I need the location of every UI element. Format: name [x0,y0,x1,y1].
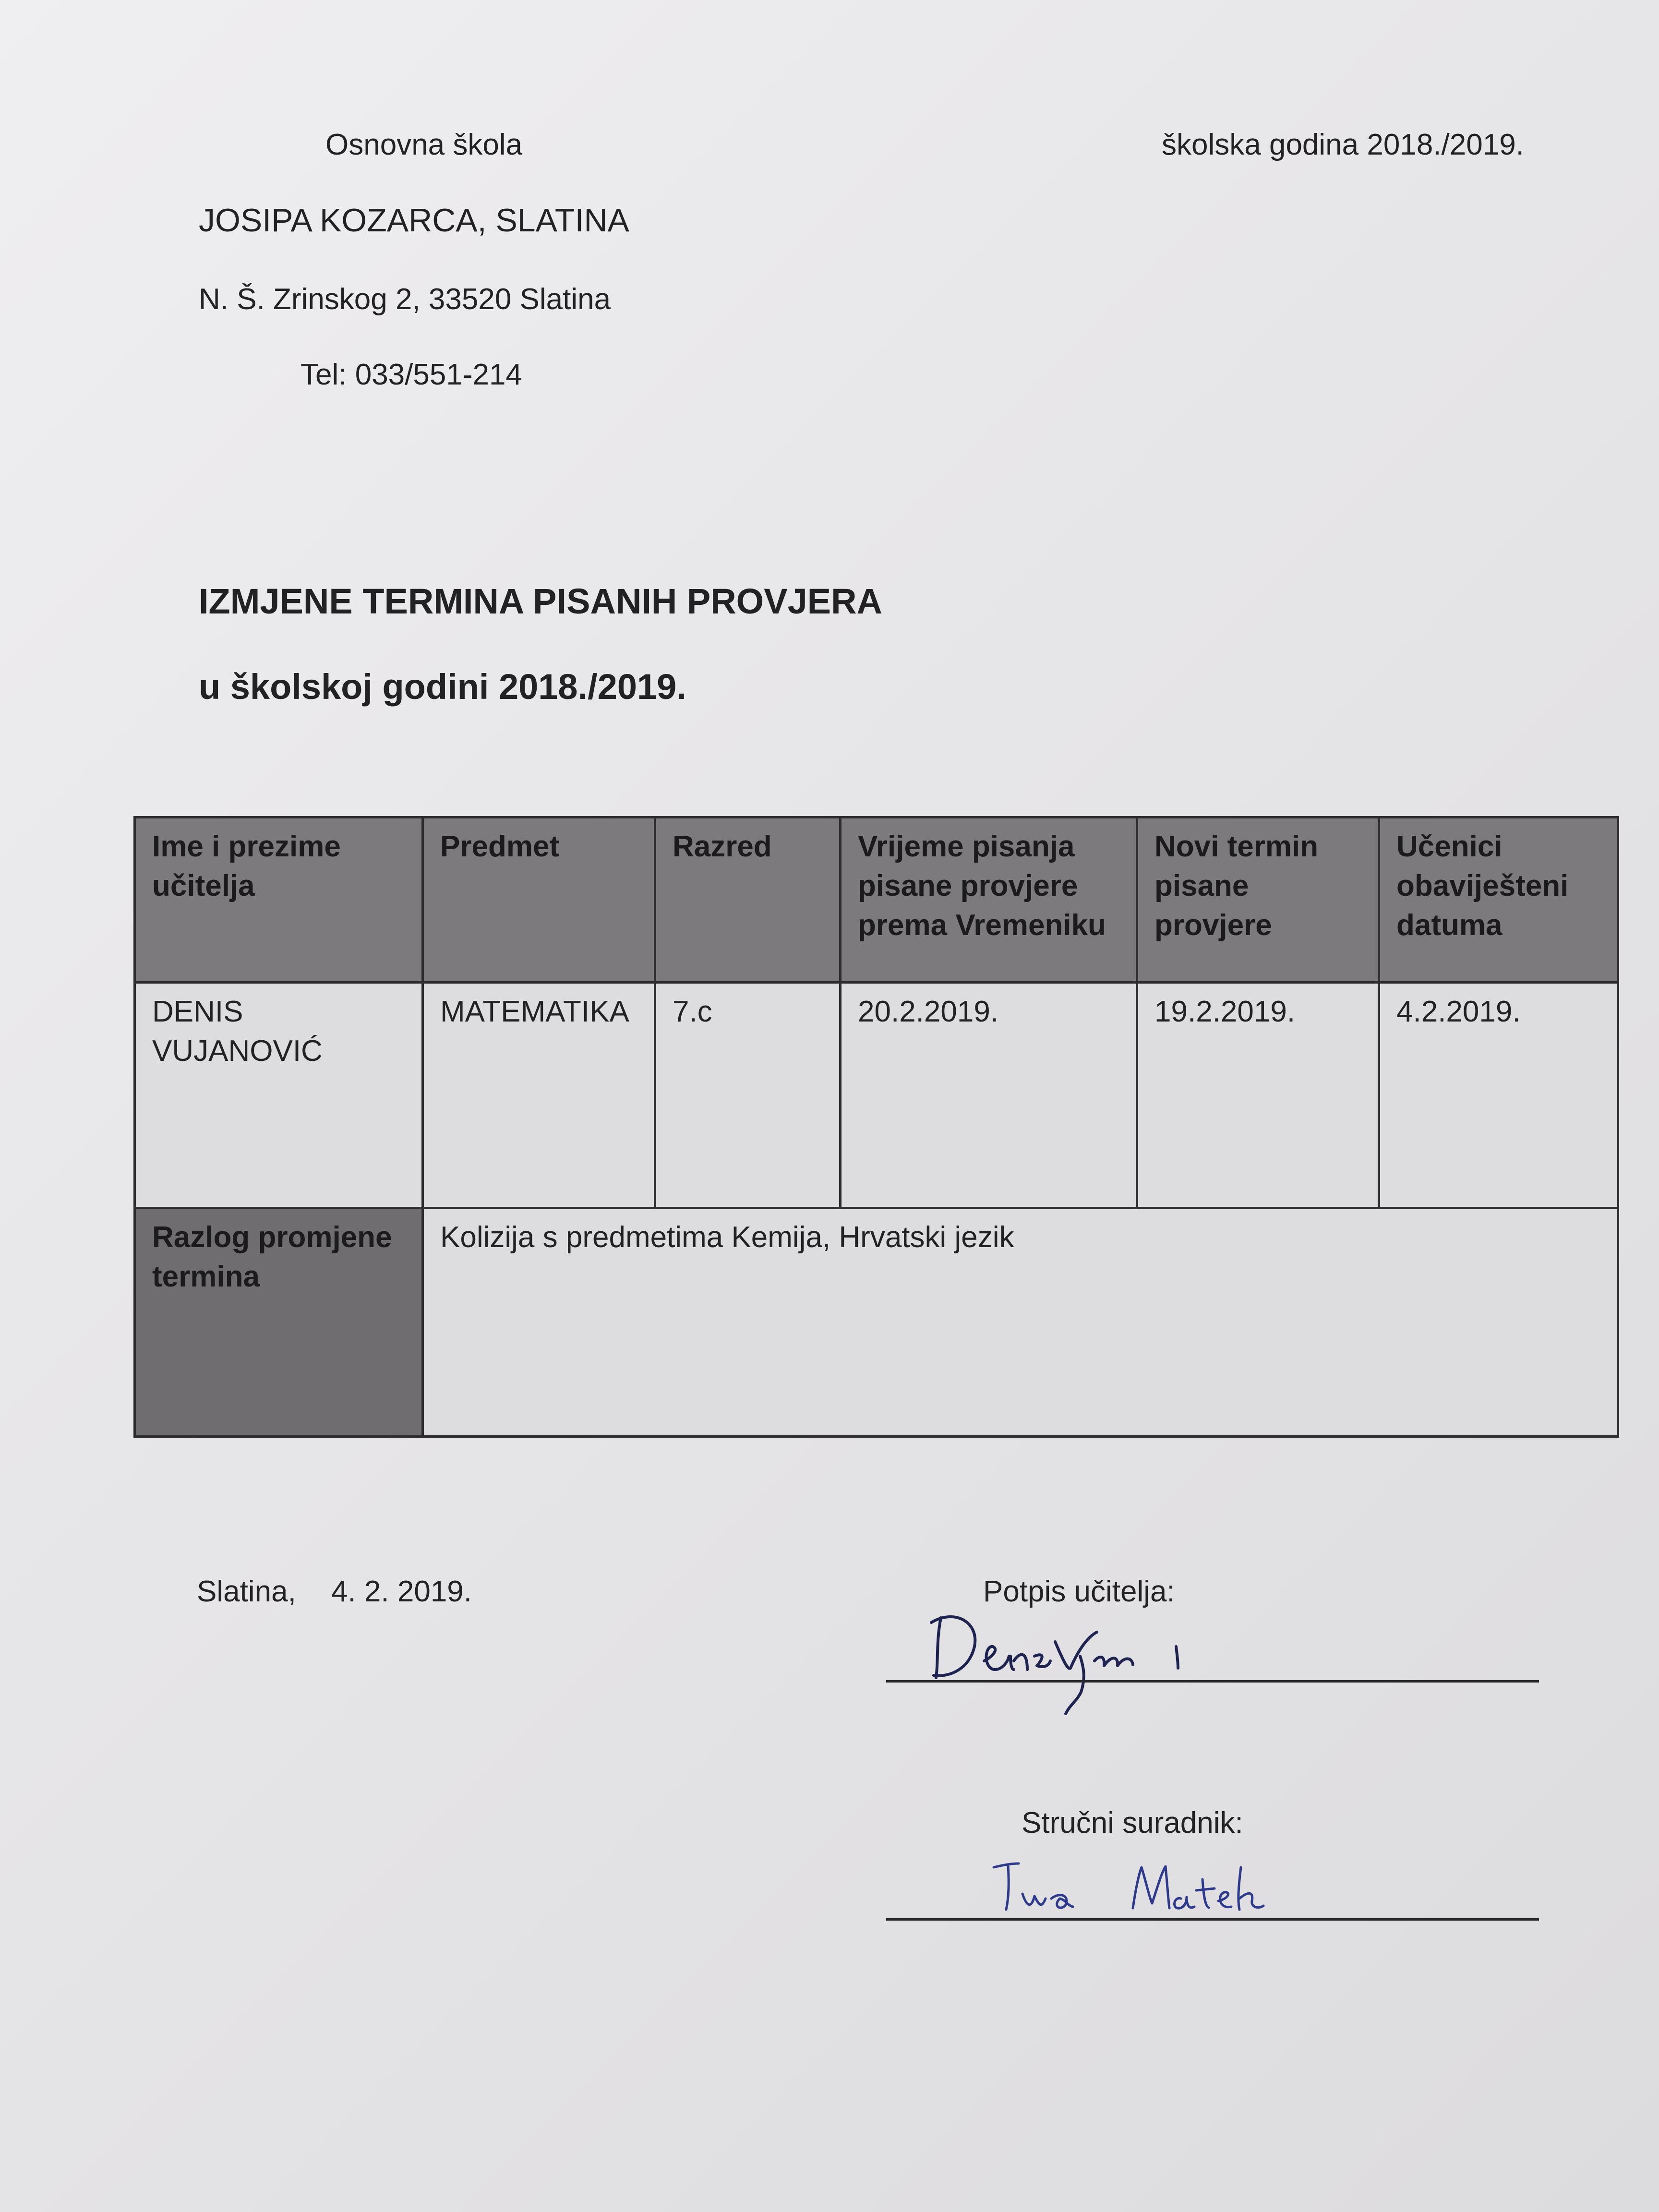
associate-signature-line [886,1918,1539,1921]
associate-label: Stručni suradnik: [1022,1806,1243,1839]
table-header-row [135,817,1618,983]
reason-label: Razlog promjene termina [135,1208,423,1437]
school-name: JOSIPA KOZARCA, SLATINA [199,202,629,239]
footer-place: Slatina, [197,1575,296,1608]
cell-notified-date: 4.2.2019. [1379,983,1618,1208]
document-subtitle: u školskoj godini 2018./2019. [199,667,686,707]
header-notified-date: Učenici obaviješteni datuma [1379,817,1618,983]
header-subject: Predmet [423,817,655,983]
teacher-signature-line [886,1680,1539,1683]
header-class: Razred [655,817,841,983]
teacher-signature [926,1589,1234,1723]
reason-row [135,1208,1618,1437]
reason-text: Kolizija s predmetima Kemija, Hrvatski jezik [423,1208,1618,1437]
document-title: IZMJENE TERMINA PISANIH PROVJERA [199,581,882,621]
cell-teacher: DENIS VUJANOVIĆ [135,983,423,1208]
header-teacher: Ime i prezime učitelja [135,817,423,983]
table-row [135,983,1618,1208]
school-year: školska godina 2018./2019. [1162,128,1524,161]
test-change-table [133,816,1619,1438]
teacher-signature-label: Potpis učitelja: [983,1575,1175,1608]
footer-date: 4. 2. 2019. [331,1575,472,1608]
cell-subject: MATEMATIKA [423,983,655,1208]
cell-new-date: 19.2.2019. [1137,983,1379,1208]
school-address: N. Š. Zrinskog 2, 33520 Slatina [199,283,611,316]
school-type: Osnovna škola [325,128,523,161]
associate-signature [989,1853,1306,1925]
school-phone: Tel: 033/551-214 [301,358,522,391]
header-new-date: Novi termin pisane provjere [1137,817,1379,983]
cell-class: 7.c [655,983,841,1208]
cell-original-date: 20.2.2019. [841,983,1137,1208]
header-original-date: Vrijeme pisanja pisane provjere prema Vremeniku [841,817,1137,983]
